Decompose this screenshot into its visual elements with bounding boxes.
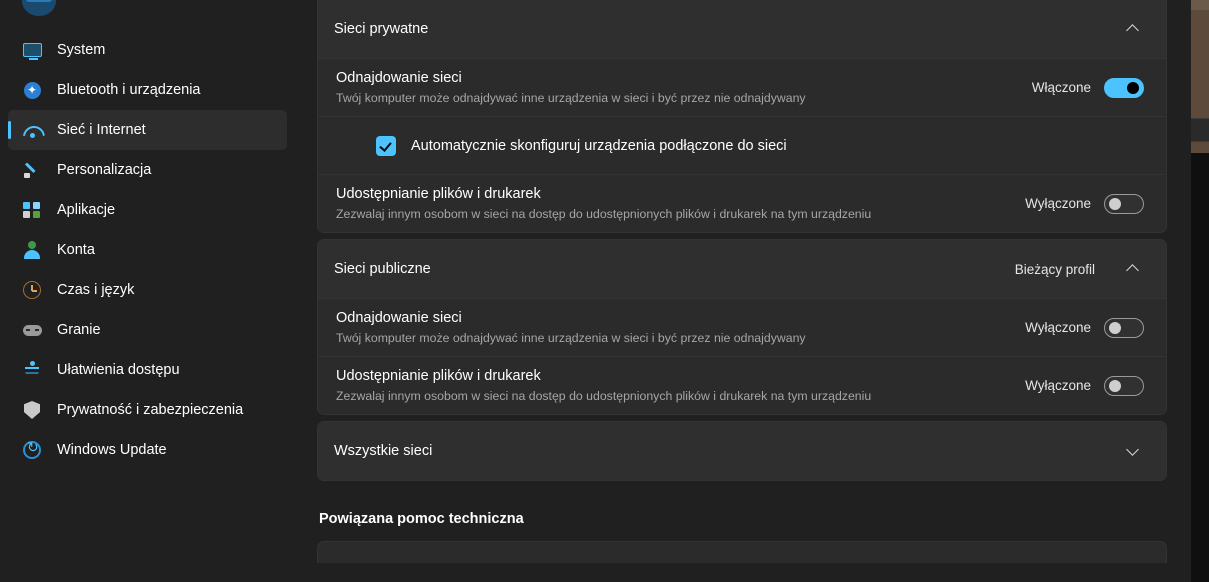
file-printer-sharing-toggle[interactable]: [1104, 376, 1144, 396]
account-icon: [20, 238, 44, 262]
related-support-panel[interactable]: [317, 541, 1167, 563]
private-file-printer-sharing-row: [318, 174, 1166, 232]
checkbox-checked-icon[interactable]: [376, 136, 396, 156]
current-profile-badge: Bieżący profil: [1014, 261, 1095, 277]
public-file-printer-sharing-row: [318, 356, 1166, 414]
sidebar-item-accounts[interactable]: [8, 230, 287, 270]
sidebar-item-system[interactable]: [8, 30, 287, 70]
section-title: Sieci publiczne: [334, 261, 431, 277]
app-logo-icon: [22, 0, 56, 16]
checkbox-label: Automatycznie skonfiguruj urządzenia podłączone do sieci: [411, 137, 787, 154]
shield-icon: [20, 398, 44, 422]
sidebar-item-apps[interactable]: [8, 190, 287, 230]
toggle-state-label: Wyłączone: [1025, 320, 1091, 335]
section-title: Sieci prywatne: [334, 21, 429, 37]
setting-subtitle: Twój komputer może odnajdywać inne urządzenia w sieci i być przez nie odnajdywany: [336, 331, 806, 345]
sidebar-item-label: Granie: [57, 322, 101, 338]
section-title: Wszystkie sieci: [334, 443, 433, 459]
file-printer-sharing-toggle[interactable]: [1104, 194, 1144, 214]
sidebar-item-label: Prywatność i zabezpieczenia: [57, 402, 244, 418]
sidebar-item-bluetooth[interactable]: [8, 70, 287, 110]
sidebar-item-label: Personalizacja: [57, 162, 152, 178]
setting-title: Udostępnianie plików i drukarek: [336, 186, 541, 202]
main-content: [295, 0, 1209, 582]
private-networks-header[interactable]: [318, 0, 1166, 58]
sidebar-item-personalization[interactable]: [8, 150, 287, 190]
sidebar-item-label: Ułatwienia dostępu: [57, 362, 180, 378]
private-network-discovery-row: [318, 58, 1166, 116]
update-icon: [20, 438, 44, 462]
desktop-background-peek: [1191, 0, 1209, 582]
sidebar-item-label: System: [57, 42, 106, 58]
network-discovery-toggle[interactable]: [1104, 318, 1144, 338]
sidebar-item-network[interactable]: [8, 110, 287, 150]
chevron-up-icon[interactable]: [1122, 18, 1144, 40]
toggle-state-label: Wyłączone: [1025, 378, 1091, 393]
setting-title: Odnajdowanie sieci: [336, 70, 462, 86]
setting-subtitle: Zezwalaj innym osobom w sieci na dostęp do udostępnionych plików i drukarek na tym urządzeniu: [336, 207, 872, 221]
setting-subtitle: Twój komputer może odnajdywać inne urządzenia w sieci i być przez nie odnajdywany: [336, 91, 806, 105]
sidebar-item-label: Windows Update: [57, 442, 167, 458]
sidebar-item-label: Aplikacje: [57, 202, 116, 218]
setting-title: Udostępnianie plików i drukarek: [336, 368, 541, 384]
accessibility-icon: [20, 358, 44, 382]
bluetooth-icon: ✦: [20, 78, 44, 102]
background-window-edge: [1191, 118, 1209, 142]
apps-icon: [20, 198, 44, 222]
all-networks-panel[interactable]: [317, 421, 1167, 481]
sidebar-item-privacy-security[interactable]: [8, 390, 287, 430]
clock-icon: [20, 278, 44, 302]
related-support-title: Powiązana pomoc techniczna: [319, 511, 524, 527]
sidebar-item-label: Czas i język: [57, 282, 135, 298]
public-networks-panel: [317, 239, 1167, 415]
network-discovery-toggle[interactable]: [1104, 78, 1144, 98]
private-networks-panel: [317, 0, 1167, 233]
sidebar-item-windows-update[interactable]: [8, 430, 287, 470]
chevron-down-icon[interactable]: [1122, 440, 1144, 462]
public-network-discovery-row: [318, 298, 1166, 356]
wallpaper-strip: [1191, 0, 1209, 10]
all-networks-header[interactable]: [318, 422, 1166, 480]
sidebar-item-accessibility[interactable]: [8, 350, 287, 390]
sidebar-nav: [0, 30, 295, 470]
sidebar-item-gaming[interactable]: [8, 310, 287, 350]
toggle-state-label: Wyłączone: [1025, 196, 1091, 211]
auto-setup-row[interactable]: [318, 116, 1166, 174]
setting-title: Odnajdowanie sieci: [336, 310, 462, 326]
brush-icon: [20, 158, 44, 182]
toggle-state-label: Włączone: [1031, 80, 1091, 95]
gamepad-icon: [20, 318, 44, 342]
sidebar-item-label: Bluetooth i urządzenia: [57, 82, 201, 98]
sidebar: [0, 0, 295, 582]
chevron-up-icon[interactable]: [1122, 258, 1144, 280]
wifi-icon: [20, 118, 44, 142]
sidebar-item-time-language[interactable]: [8, 270, 287, 310]
sidebar-item-label: Konta: [57, 242, 95, 258]
setting-subtitle: Zezwalaj innym osobom w sieci na dostęp do udostępnionych plików i drukarek na tym urządzeniu: [336, 389, 872, 403]
public-networks-header[interactable]: [318, 240, 1166, 298]
sidebar-item-label: Sieć i Internet: [57, 122, 146, 138]
monitor-icon: [20, 38, 44, 62]
